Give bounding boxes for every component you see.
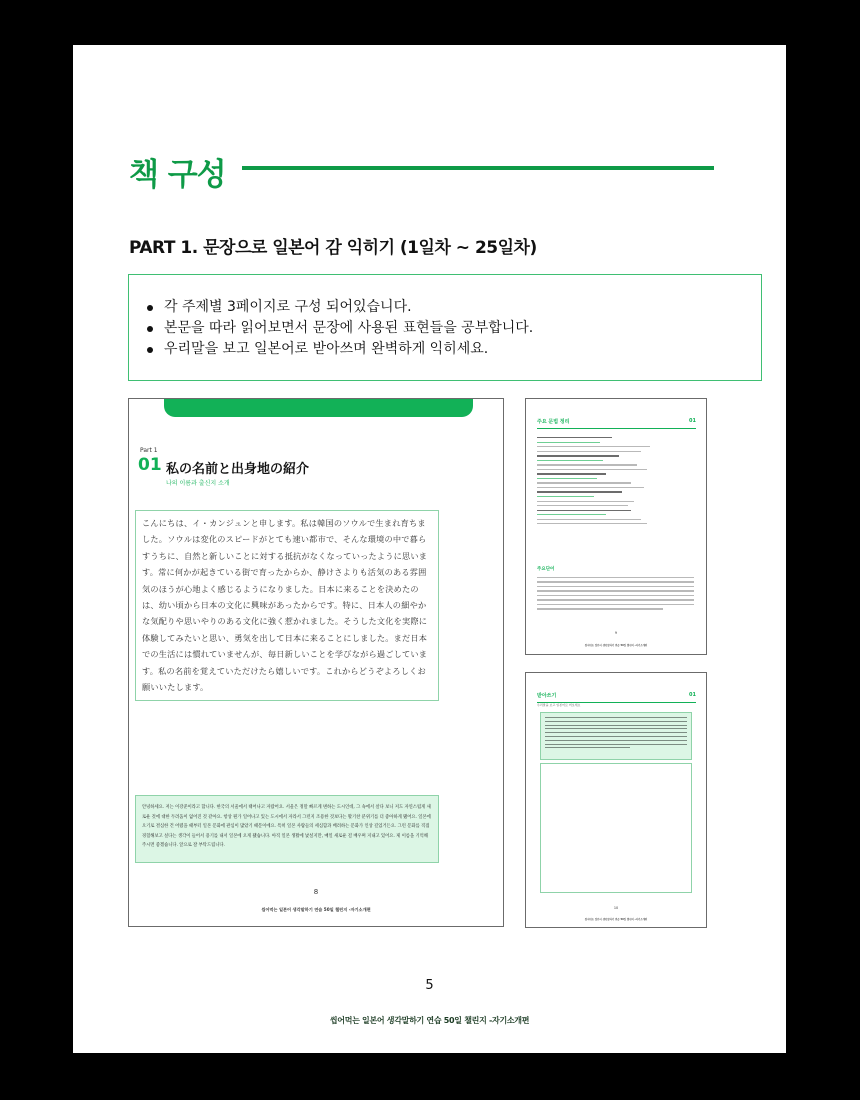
dictation-page-number: 10 [613, 906, 619, 910]
preview-page-number: 8 [313, 888, 319, 896]
page-footer: 씹어먹는 일본어 생각말하기 연습 50일 챌린지 -자기소개편 [329, 1016, 530, 1025]
vocab-lines [537, 577, 694, 613]
section-header [129, 149, 226, 194]
bullet-icon [147, 326, 153, 332]
title-rule [537, 428, 696, 429]
preview-footer: 씹어먹는 일본어 생각말하기 연습 50일 챌린지 -자기소개편 [261, 907, 371, 912]
bullet-list [147, 297, 761, 360]
list-item: 우리말을 보고 일본어로 받아쓰며 완벽하게 익히세요. [147, 339, 761, 360]
grammar-number: 01 [689, 418, 696, 424]
korean-text-box [540, 712, 692, 760]
list-item: 본문을 따라 읽어보면서 문장에 사용된 표현들을 공부합니다. [147, 318, 761, 339]
bullet-icon [147, 347, 153, 353]
grammar-page-number: 9 [614, 631, 618, 635]
bullet-icon [147, 305, 153, 311]
header-tab [164, 399, 473, 417]
preview-page-dictation [525, 672, 707, 928]
info-box [128, 274, 762, 381]
part-label: Part 1 [140, 447, 158, 454]
page-number: 5 [425, 978, 434, 993]
vocab-title: 주요단어 [537, 567, 555, 572]
document-page [73, 45, 786, 1053]
list-item: 각 주제별 3페이지로 구성 되어있습니다. [147, 297, 761, 318]
lesson-number: 01 [138, 455, 162, 475]
preview-page-grammar [525, 398, 707, 655]
japanese-text: こんにちは、イ・カンジュンと申します。私は韓国のソウルで生まれ育ちました。ソウルは変化のスピードがとても速い都市で、そんな環境の中で暮らすうちに、自然と新しいことに対する抵抗がなくなっていったように思います。常に何かが起きている街で育ったからか、静けさよりも活気のある雰囲気のほうが心地よく感じるようになりました。日本に来ることを決めたのは、幼い頃から日本の文化に興味があったからです。特に、日本人の細やかな気配りや思いやりのある文化に強く惹かれました。そうした文化を実際に体験してみたいと思い、勇気を出して日本に来ることにしました。まだ日本での生活には慣れていませんが、毎日新しいことを学びながら過ごしています。私の名前を覚えていただけたら嬉しいです。これからどうぞよろしくお願いいたします。 [142, 518, 428, 693]
korean-text-box [135, 795, 439, 863]
dictation-instruction: 우리말을 보고 일본어로 써보세요 [537, 703, 581, 707]
section-title: 책 구성 [129, 157, 226, 193]
dictation-number: 01 [689, 692, 696, 698]
grammar-title: 주요 문법 정리 [537, 419, 570, 425]
dictation-footer: 씹어먹는 일본어 생각말하기 연습 50일 챌린지 -자기소개편 [584, 918, 648, 921]
lesson-title: 私の名前と出身地の紹介 [166, 462, 310, 477]
grammar-footer: 씹어먹는 일본어 생각말하기 연습 50일 챌린지 -자기소개편 [584, 644, 648, 647]
grammar-lines [537, 437, 694, 528]
japanese-text-box [135, 510, 439, 701]
preview-page-main [128, 398, 504, 927]
part-title: PART 1. 문장으로 일본어 감 익히기 (1일차 ~ 25일차) [129, 238, 537, 258]
writing-area [540, 763, 692, 893]
section-title-rule [242, 166, 714, 170]
lesson-subtitle: 나의 이름과 출신지 소개 [166, 480, 230, 487]
korean-text: 안녕하세요. 저는 이강준이라고 합니다. 한국의 서울에서 태어나고 자랐어요. 서울은 정말 빠르게 변하는 도시인데, 그 속에서 살다 보니 저도 자연스럽게 새로운 것에 대한 두려움이 없어진 것 같아요. 항상 뭔가 일어나고 있는 도시에서 자라서 그런지 조용한 것보다는 활기찬 분위기를 더 좋아하게 됐어요. 일본에 오기로 결심한 건 어렸을 때부터 일본 문화에 관심이 많았기 때문이에요. 특히 일본 사람들의 세심함과 배려하는 문화가 인상 깊었거든요. 그런 문화를 직접 경험해보고 싶다는 생각이 들어서 용기를 내서 일본에 오게 됐습니다. 아직 일본 생활에 낯설지만, 매일 새로운 걸 배우며 지내고 있어요. 제 이름을 기억해 주시면 좋겠습니다. 앞으로 잘 부탁드립니다. [142, 805, 431, 849]
dictation-title: 받아쓰기 [537, 693, 557, 699]
